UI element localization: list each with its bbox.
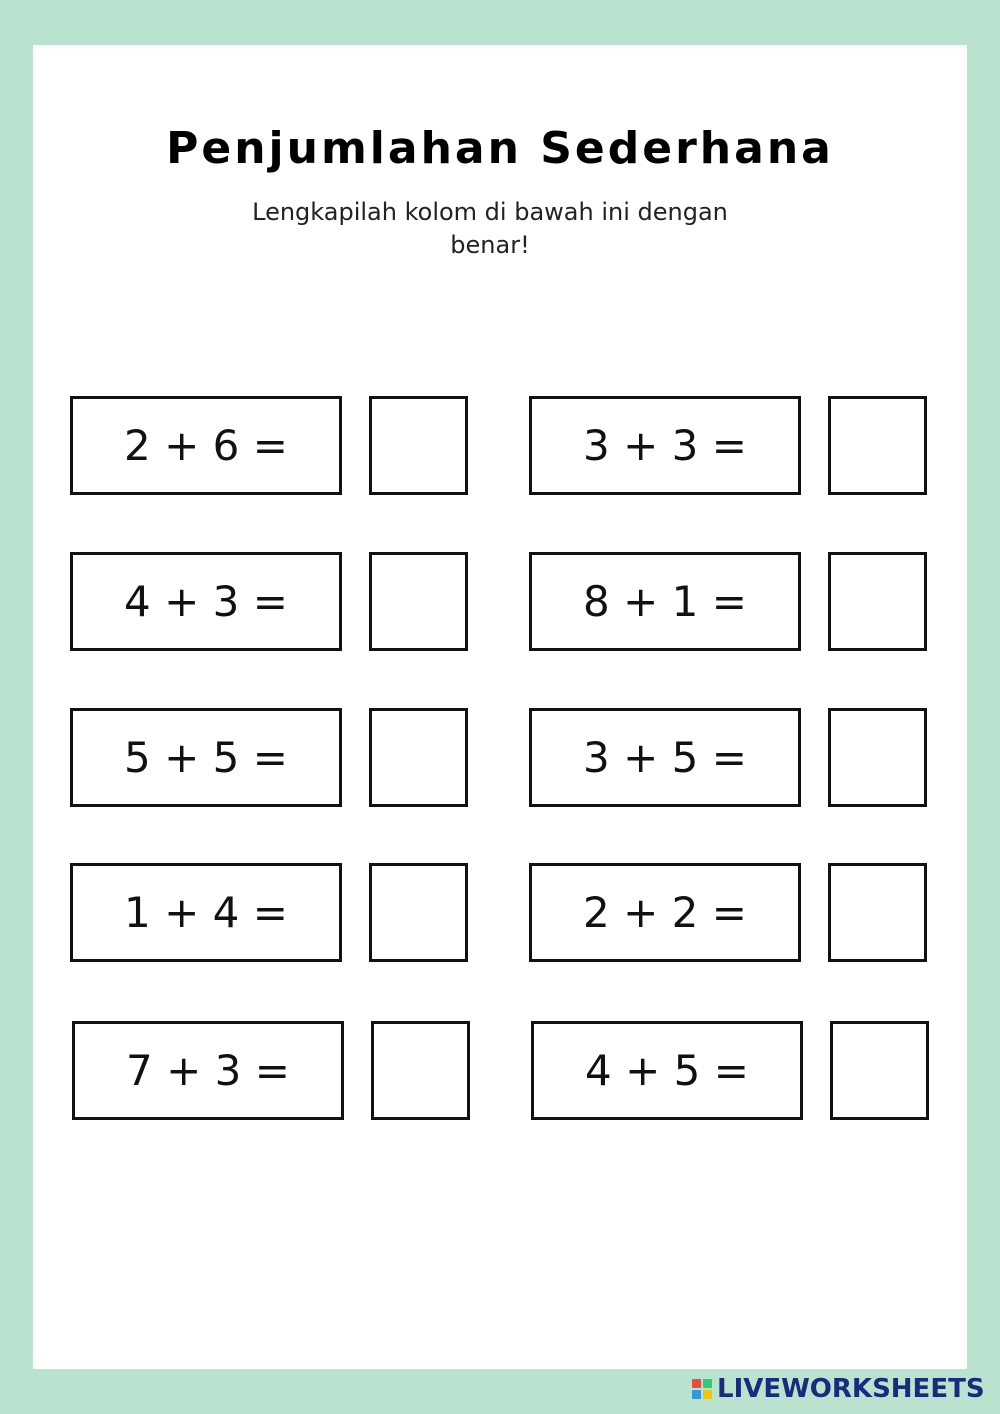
liveworksheets-logo-icon: [692, 1379, 712, 1399]
problem-box: 2 + 6 =: [70, 396, 342, 495]
logo-square-4: [703, 1390, 712, 1399]
answer-box[interactable]: [371, 1021, 470, 1120]
logo-square-2: [703, 1379, 712, 1388]
problem-box: 3 + 3 =: [529, 396, 801, 495]
brand-name: LIVEWORKSHEETS: [717, 1374, 985, 1404]
answer-box[interactable]: [828, 552, 927, 651]
problem-box: 4 + 5 =: [531, 1021, 803, 1120]
answer-box[interactable]: [369, 396, 468, 495]
problem-box: 8 + 1 =: [529, 552, 801, 651]
problem-box: 5 + 5 =: [70, 708, 342, 807]
answer-box[interactable]: [828, 863, 927, 962]
answer-box[interactable]: [830, 1021, 929, 1120]
problem-box: 4 + 3 =: [70, 552, 342, 651]
logo-square-1: [692, 1379, 701, 1388]
answer-box[interactable]: [828, 708, 927, 807]
problem-box: 2 + 2 =: [529, 863, 801, 962]
answer-box[interactable]: [369, 863, 468, 962]
page-title: Penjumlahan Sederhana: [166, 123, 834, 174]
logo-square-3: [692, 1390, 701, 1399]
answer-box[interactable]: [828, 396, 927, 495]
answer-box[interactable]: [369, 708, 468, 807]
problem-box: 1 + 4 =: [70, 863, 342, 962]
liveworksheets-logo[interactable]: [692, 1374, 985, 1404]
problem-box: 3 + 5 =: [529, 708, 801, 807]
instructions-line-1: Lengkapilah kolom di bawah ini dengan: [252, 198, 728, 226]
problem-box: 7 + 3 =: [72, 1021, 344, 1120]
instructions: [210, 196, 770, 262]
instructions-line-2: benar!: [450, 231, 530, 259]
answer-box[interactable]: [369, 552, 468, 651]
